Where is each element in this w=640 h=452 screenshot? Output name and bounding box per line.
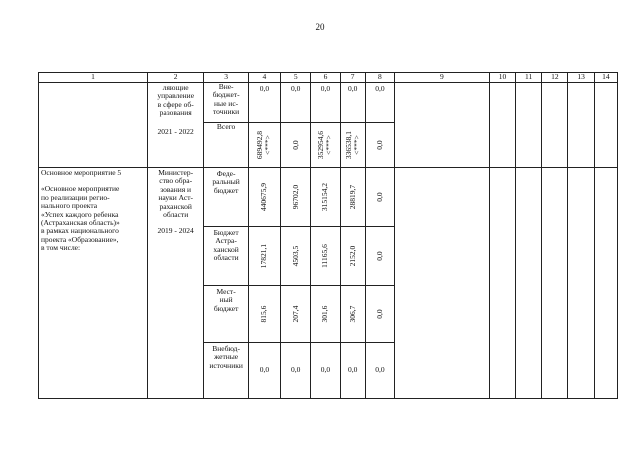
- activity-line: проекта «Образование»,: [41, 234, 119, 244]
- executor-line: ляющие: [162, 83, 189, 92]
- source-cell: [204, 343, 248, 399]
- source-cell: [204, 286, 248, 343]
- source-line: области: [213, 253, 239, 263]
- value-cell: [365, 286, 394, 343]
- value-cell: [365, 123, 394, 168]
- empty-cell: [542, 83, 568, 168]
- col-header: 8: [365, 73, 394, 83]
- executor-cell: [147, 83, 203, 168]
- value-cell: [248, 227, 280, 286]
- executor-line: в сфере об-: [157, 99, 194, 109]
- source-line: бюджет: [213, 185, 239, 195]
- source-line: ральный: [212, 177, 240, 187]
- value-cell: [281, 123, 311, 168]
- activity-line: «Основное мероприятие: [41, 184, 120, 194]
- value-cell: [340, 123, 365, 168]
- value-cell: [248, 168, 280, 227]
- rotated-value: 689492,8 <***>: [255, 130, 273, 160]
- value-cell: 0,0: [281, 343, 311, 399]
- rotated-value: 96702,0: [290, 184, 300, 210]
- source-cell: Всего: [204, 123, 248, 168]
- value-cell: [311, 286, 340, 343]
- source-line: Феде-: [216, 169, 236, 178]
- executor-line: управление: [157, 91, 195, 101]
- col-header: 13: [568, 73, 594, 83]
- col-header: 3: [204, 73, 248, 83]
- executor-line: зования и: [160, 184, 192, 194]
- value-cell: 0,0: [365, 343, 394, 399]
- executor-line: ство обра-: [159, 176, 193, 186]
- rotated-value: 11165,6: [320, 244, 330, 268]
- executor-line: Министер-: [158, 168, 194, 177]
- col-header: 12: [542, 73, 568, 83]
- table-row: [39, 83, 618, 123]
- source-line: источники: [209, 360, 243, 370]
- page-number: 20: [315, 22, 325, 32]
- source-line: бюджет-: [212, 90, 240, 100]
- activity-line: в рамках национального: [41, 226, 119, 236]
- value-cell: [281, 227, 311, 286]
- value-cell: 0,0: [340, 83, 365, 123]
- source-cell: [204, 227, 248, 286]
- empty-cell: [594, 83, 617, 168]
- activity-line: (Астраханская область)»: [41, 218, 120, 228]
- rotated-value: 0,0: [374, 140, 384, 150]
- empty-cell: [568, 83, 594, 168]
- rotated-value: 301,6: [320, 305, 330, 323]
- rotated-value: 0,0: [290, 140, 300, 150]
- value-cell: [340, 286, 365, 343]
- executor-years: 2021 - 2022: [157, 126, 194, 136]
- rotated-value: 336538,1 <***>: [343, 130, 361, 160]
- value-cell: 0,0: [248, 343, 280, 399]
- col-header: 9: [395, 73, 490, 83]
- value-cell: 0,0: [311, 343, 340, 399]
- col-header: 4: [248, 73, 280, 83]
- value-cell: [248, 286, 280, 343]
- source-line: Мест-: [216, 287, 236, 296]
- value-cell: 0,0: [340, 343, 365, 399]
- rotated-value: 815,6: [259, 305, 269, 323]
- col-header: 14: [594, 73, 617, 83]
- value-cell: [340, 168, 365, 227]
- program-table: [38, 72, 618, 399]
- source-cell: [204, 83, 248, 123]
- activity-title: Основное мероприятие 5: [41, 168, 122, 177]
- value-cell: 0,0: [281, 83, 311, 123]
- empty-cell: [489, 83, 515, 168]
- value-cell: [340, 227, 365, 286]
- col-header: 5: [281, 73, 311, 83]
- empty-cell: [516, 168, 542, 399]
- activity-cell: [39, 168, 148, 399]
- source-line: точники: [213, 107, 240, 117]
- table-row: [39, 168, 618, 227]
- rotated-value: 352954,6 <***>: [316, 130, 334, 160]
- source-cell: [204, 168, 248, 227]
- value-cell: [281, 168, 311, 227]
- rotated-value: 0,0: [374, 251, 384, 261]
- rotated-value: 4503,5: [290, 245, 300, 267]
- executor-line: раханской: [159, 201, 192, 211]
- col-header: 7: [340, 73, 365, 83]
- rotated-value: 17821,1: [259, 243, 269, 269]
- col-header: 6: [311, 73, 340, 83]
- empty-cell: [594, 168, 617, 399]
- value-cell: [365, 168, 394, 227]
- value-cell: [248, 123, 280, 168]
- rotated-value: 0,0: [374, 192, 384, 202]
- rotated-value: 28819,7: [347, 184, 357, 210]
- executor-line: разования: [159, 108, 192, 118]
- source-line: Вне-: [218, 82, 234, 91]
- empty-cell: [568, 168, 594, 399]
- source-line: Астра-: [215, 236, 237, 246]
- executor-line: области: [163, 210, 189, 220]
- empty-cell: [542, 168, 568, 399]
- source-line: Внебюд-: [212, 344, 240, 353]
- empty-cell: [489, 168, 515, 399]
- col-header: 11: [516, 73, 542, 83]
- value-cell: [311, 227, 340, 286]
- value-cell: [365, 227, 394, 286]
- source-line: ный: [219, 295, 233, 305]
- value-cell: 0,0: [248, 83, 280, 123]
- col-header: 2: [147, 73, 203, 83]
- value-cell: 0,0: [311, 83, 340, 123]
- executor-years: 2019 - 2024: [157, 226, 194, 236]
- activity-line: по реализации регио-: [41, 192, 110, 202]
- value-cell: 0,0: [365, 83, 394, 123]
- rotated-value: 0,0: [374, 309, 384, 319]
- col-header: 1: [39, 73, 148, 83]
- source-line: ханской: [213, 244, 239, 254]
- rotated-value: 2152,0: [347, 245, 357, 267]
- rotated-value: 306,7: [347, 305, 357, 323]
- executor-cell: [147, 168, 203, 399]
- header-row: [39, 73, 618, 83]
- executor-line: науки Аст-: [158, 193, 193, 203]
- activity-cell: [39, 83, 148, 168]
- source-line: бюджет: [213, 303, 239, 313]
- value-cell: [311, 168, 340, 227]
- value-cell: [281, 286, 311, 343]
- source-line: ные ис-: [214, 98, 239, 108]
- indicator-cell: [395, 83, 490, 168]
- source-line: Бюджет: [213, 228, 239, 237]
- rotated-value: 207,4: [290, 305, 300, 323]
- indicator-cell: [395, 168, 490, 399]
- col-header: 10: [489, 73, 515, 83]
- rotated-value: 315154,2: [320, 182, 330, 212]
- activity-line: в том числе:: [41, 243, 81, 253]
- activity-line: «Успех каждого ребенка: [41, 209, 119, 219]
- value-cell: [311, 123, 340, 168]
- empty-cell: [516, 83, 542, 168]
- activity-line: нального проекта: [41, 201, 98, 211]
- rotated-value: 440675,9: [259, 182, 269, 212]
- source-line: жетные: [214, 352, 239, 362]
